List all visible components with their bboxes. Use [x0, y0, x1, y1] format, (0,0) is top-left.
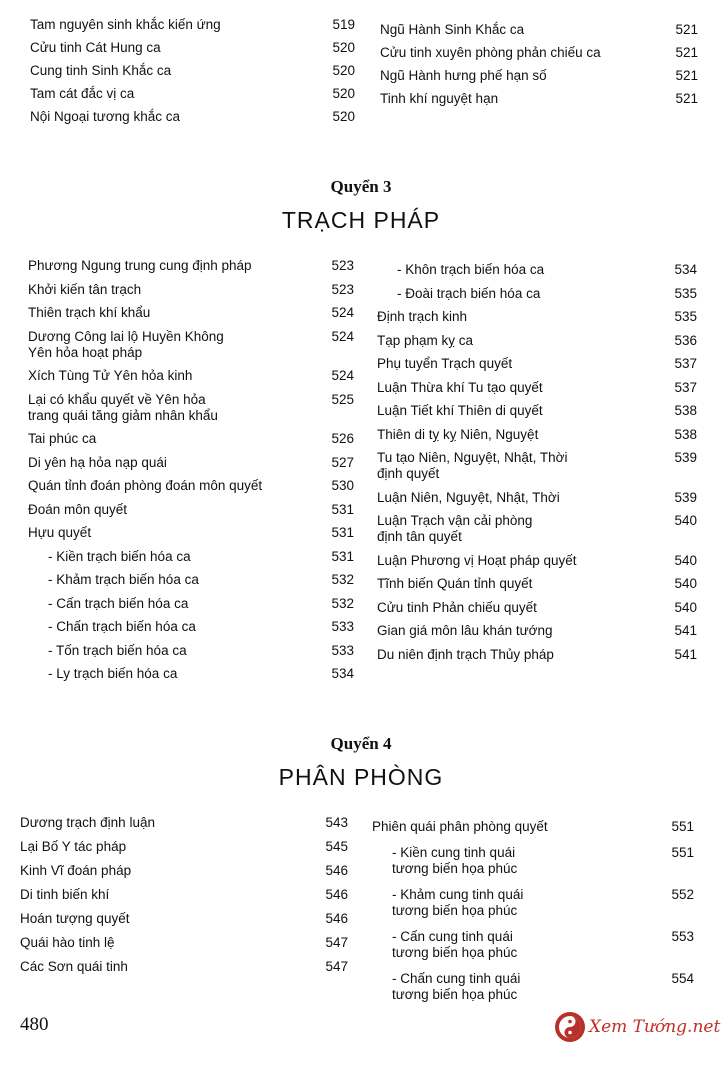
toc-entry-page: 545 — [325, 839, 348, 854]
toc-entry-page: 521 — [675, 45, 698, 60]
toc-entry-title: Thiên trạch khí khẩu — [28, 305, 151, 320]
toc-book3-left — [28, 258, 354, 690]
toc-entry-title: Luận Thừa khí Tu tạo quyết — [377, 379, 543, 395]
toc-entry-title: - Đoài trạch biến hóa ca — [397, 285, 541, 301]
toc-entry — [372, 845, 694, 877]
toc-entry-page: 530 — [331, 478, 354, 493]
toc-entry-title: - Kiền cung tinh quái tương biến họa phúc — [392, 845, 518, 876]
toc-entry — [20, 959, 348, 975]
toc-entry — [28, 305, 354, 321]
toc-entry — [20, 935, 348, 951]
toc-entry — [28, 478, 354, 494]
toc-entry-title: Các Sơn quái tinh — [20, 959, 128, 974]
toc-entry-title: Ngũ Hành Sinh Khắc ca — [380, 22, 525, 37]
toc-entry-title: Ngũ Hành hưng phế hạn số — [380, 68, 547, 83]
toc-entry — [28, 596, 354, 612]
toc-entry — [28, 329, 354, 361]
toc-entry-title: Thiên di tỵ kỵ Niên, Nguyệt — [377, 426, 539, 442]
toc-book3-right — [377, 262, 697, 670]
toc-entry-title: Quán tỉnh đoán phòng đoán môn quyết — [28, 478, 263, 493]
toc-entry-page: 534 — [674, 262, 697, 277]
toc-entry — [377, 356, 697, 372]
toc-entry-title: Xích Tùng Tử Yên hỏa kinh — [28, 368, 193, 383]
toc-entry-page: 537 — [674, 379, 697, 395]
toc-entry-title: Lại Bố Y tác pháp — [20, 839, 127, 854]
toc-entry-page: 519 — [332, 17, 355, 32]
toc-entry-title: Cửu tinh Cát Hung ca — [30, 40, 161, 55]
toc-entry — [377, 576, 697, 592]
toc-entry-title: - Khảm cung tinh quái tương biến họa phúc — [392, 887, 524, 918]
toc-entry — [377, 553, 697, 569]
toc-entry — [28, 431, 354, 447]
toc-entry — [377, 600, 697, 616]
toc-entry-title: Tam nguyên sinh khắc kiến ứng — [30, 17, 221, 32]
toc-entry-page: 520 — [332, 40, 355, 55]
toc-entry — [377, 262, 697, 278]
toc-entry-page: 540 — [674, 576, 697, 591]
toc-entry-page: 521 — [675, 91, 698, 106]
toc-entry — [30, 17, 355, 33]
toc-entry-title: Định trạch kinh — [377, 309, 468, 324]
toc-entry-title: Di yên hạ hỏa nạp quái — [28, 454, 167, 470]
toc-entry-title: Tu tạo Niên, Nguyệt, Nhật, Thời định quyết — [377, 450, 568, 481]
book3-label: Quyển 3 — [330, 177, 392, 196]
watermark-text: Xem Tướng.net — [589, 1017, 721, 1037]
toc-entry-page: 533 — [331, 642, 354, 658]
toc-entry-title: Lại có khẩu quyết về Yên hỏa trang quái tăng giảm nhân khẩu — [28, 391, 218, 423]
toc-entry-title: - Tốn trạch biến hóa ca — [48, 642, 187, 658]
toc-entry-title: Phiên quái phân phòng quyết — [372, 819, 548, 834]
toc-entry-page: 533 — [331, 619, 354, 634]
toc-entry-page: 537 — [674, 356, 697, 371]
toc-entry — [377, 380, 697, 396]
toc-entry — [380, 91, 698, 107]
toc-entry-page: 524 — [331, 368, 354, 383]
toc-entry-page: 525 — [331, 391, 354, 407]
toc-entry — [377, 647, 697, 663]
toc-entry-title: Luận Trạch vận cải phòng định tân quyết — [377, 513, 533, 544]
toc-entry — [20, 839, 348, 855]
toc-entry-page: 526 — [331, 431, 354, 446]
toc-entry-title: Nội Ngoại tương khắc ca — [30, 109, 180, 124]
toc-entry — [28, 392, 354, 424]
toc-entry-page: 543 — [325, 815, 348, 830]
toc-entry-page: 546 — [325, 863, 348, 878]
toc-entry-title: Hựu quyết — [28, 525, 92, 540]
toc-entry — [377, 286, 697, 302]
toc-entry — [28, 502, 354, 518]
toc-entry-title: - Cấn cung tinh quái tương biến họa phúc — [392, 929, 518, 960]
toc-book4-right — [372, 819, 694, 1013]
toc-entry — [28, 666, 354, 682]
toc-entry-title: Cửu tinh Phản chiếu quyết — [377, 599, 537, 615]
toc-entry-page: 540 — [674, 513, 697, 528]
toc-top-left — [30, 17, 355, 132]
toc-entry-title: Gian giá môn lâu khán tướng — [377, 623, 553, 638]
toc-entry — [28, 368, 354, 384]
toc-entry — [377, 309, 697, 325]
toc-entry — [28, 572, 354, 588]
toc-entry-page: 531 — [331, 525, 354, 540]
toc-entry-page: 547 — [325, 959, 348, 974]
toc-entry — [28, 525, 354, 541]
toc-entry-page: 531 — [331, 501, 354, 517]
toc-entry-page: 524 — [331, 328, 354, 344]
toc-entry-title: Kinh Vĩ đoán pháp — [20, 863, 132, 878]
toc-entry — [380, 68, 698, 84]
toc-entry — [377, 513, 697, 545]
toc-entry-title: Phụ tuyển Trạch quyết — [377, 356, 513, 371]
toc-entry — [30, 40, 355, 56]
toc-entry-page: 547 — [325, 935, 348, 950]
toc-entry — [28, 643, 354, 659]
toc-entry-title: Luận Phương vị Hoạt pháp quyết — [377, 552, 577, 568]
toc-entry-page: 539 — [674, 489, 697, 505]
toc-entry — [30, 109, 355, 125]
toc-entry-page: 520 — [332, 63, 355, 78]
book3-title: TRẠCH PHÁP — [281, 207, 441, 233]
toc-entry-title: - Chấn cung tinh quái tương biến họa phúc — [392, 971, 521, 1002]
toc-entry-page: 534 — [331, 666, 354, 681]
toc-book4-left — [20, 815, 348, 983]
toc-entry-title: Phương Ngung trung cung định pháp — [28, 258, 252, 273]
toc-entry-title: - Khôn trạch biến hóa ca — [397, 262, 545, 277]
toc-entry-page: 538 — [674, 426, 697, 442]
toc-entry — [30, 63, 355, 79]
toc-entry — [377, 450, 697, 482]
toc-entry — [380, 22, 698, 38]
toc-entry-page: 552 — [671, 887, 694, 902]
toc-entry — [30, 86, 355, 102]
toc-entry-page: 521 — [675, 22, 698, 37]
toc-entry-page: 521 — [675, 68, 698, 83]
toc-entry — [372, 887, 694, 919]
toc-entry-page: 523 — [331, 258, 354, 273]
toc-entry-page: 536 — [674, 332, 697, 348]
toc-entry-page: 541 — [674, 623, 697, 638]
toc-entry-title: Hoán tượng quyết — [20, 911, 130, 926]
toc-entry-title: Đoán môn quyết — [28, 501, 128, 517]
toc-entry-page: 539 — [674, 450, 697, 465]
toc-entry-title: - Ly trạch biến hóa ca — [48, 666, 178, 681]
toc-entry-title: Tam cát đắc vị ca — [30, 86, 135, 101]
toc-entry-title: Cung tinh Sinh Khắc ca — [30, 63, 172, 78]
toc-entry-title: Luận Tiết khí Thiên di quyết — [377, 403, 543, 418]
toc-entry-page: 523 — [331, 281, 354, 297]
toc-entry-title: Du niên định trạch Thủy pháp — [377, 646, 554, 662]
toc-entry — [372, 819, 694, 835]
toc-entry-page: 538 — [674, 403, 697, 418]
toc-entry — [377, 427, 697, 443]
toc-entry-title: Dương trạch định luận — [20, 815, 155, 830]
toc-entry-page: 551 — [671, 819, 694, 834]
toc-entry — [372, 971, 694, 1003]
toc-entry-title: Tĩnh biến Quán tỉnh quyết — [377, 576, 533, 591]
toc-entry — [28, 619, 354, 635]
toc-entry-page: 541 — [674, 646, 697, 662]
toc-entry-page: 551 — [671, 845, 694, 860]
book4-title: PHÂN PHÒNG — [278, 764, 444, 790]
book4-label: Quyển 4 — [330, 734, 392, 753]
toc-entry-title: - Cấn trạch biến hóa ca — [48, 595, 189, 611]
toc-entry-title: Luận Niên, Nguyệt, Nhật, Thời — [377, 489, 560, 505]
toc-entry-page: 540 — [674, 552, 697, 568]
toc-entry-page: 520 — [332, 86, 355, 101]
toc-entry-title: Di tinh biến khí — [20, 887, 110, 902]
toc-entry — [377, 403, 697, 419]
toc-entry-title: - Khảm trạch biến hóa ca — [48, 572, 199, 587]
toc-entry — [28, 282, 354, 298]
toc-top-right — [380, 22, 698, 114]
toc-entry-page: 546 — [325, 887, 348, 902]
toc-entry-page: 535 — [674, 309, 697, 324]
toc-entry-title: Quái hào tinh lệ — [20, 935, 115, 950]
toc-entry — [20, 887, 348, 903]
toc-entry — [28, 549, 354, 565]
toc-entry — [20, 863, 348, 879]
toc-entry-title: - Chấn trạch biến hóa ca — [48, 619, 196, 634]
toc-entry — [372, 929, 694, 961]
toc-entry — [20, 815, 348, 831]
toc-entry — [28, 258, 354, 274]
toc-entry-title: Tạp phạm kỵ ca — [377, 332, 474, 348]
toc-entry — [377, 333, 697, 349]
page-number: 480 — [20, 1014, 49, 1035]
toc-entry-title: Tinh khí nguyệt hạn — [380, 91, 499, 106]
toc-entry-title: Tai phúc ca — [28, 431, 97, 446]
toc-entry-page: 535 — [674, 285, 697, 301]
toc-entry — [377, 623, 697, 639]
toc-entry-page: 524 — [331, 305, 354, 320]
toc-entry-page: 540 — [674, 599, 697, 615]
toc-entry-page: 527 — [331, 454, 354, 470]
toc-entry-title: Dương Công lai lộ Huyền Không Yên hỏa hoạt pháp — [28, 328, 224, 360]
toc-entry — [28, 455, 354, 471]
toc-entry-page: 532 — [331, 595, 354, 611]
toc-entry — [377, 490, 697, 506]
yin-yang-icon — [555, 1012, 585, 1042]
toc-entry-page: 532 — [331, 572, 354, 587]
toc-entry — [20, 911, 348, 927]
toc-entry-page: 554 — [671, 971, 694, 986]
toc-entry-page: 531 — [331, 548, 354, 564]
toc-entry-title: - Kiền trạch biến hóa ca — [48, 548, 191, 564]
toc-entry — [380, 45, 698, 61]
toc-entry-title: Khởi kiến tân trạch — [28, 281, 142, 297]
toc-entry-page: 520 — [332, 109, 355, 124]
watermark-logo — [555, 1012, 720, 1042]
toc-entry-page: 546 — [325, 911, 348, 926]
toc-entry-page: 553 — [671, 929, 694, 944]
toc-entry-title: Cửu tinh xuyên phòng phản chiếu ca — [380, 45, 601, 60]
